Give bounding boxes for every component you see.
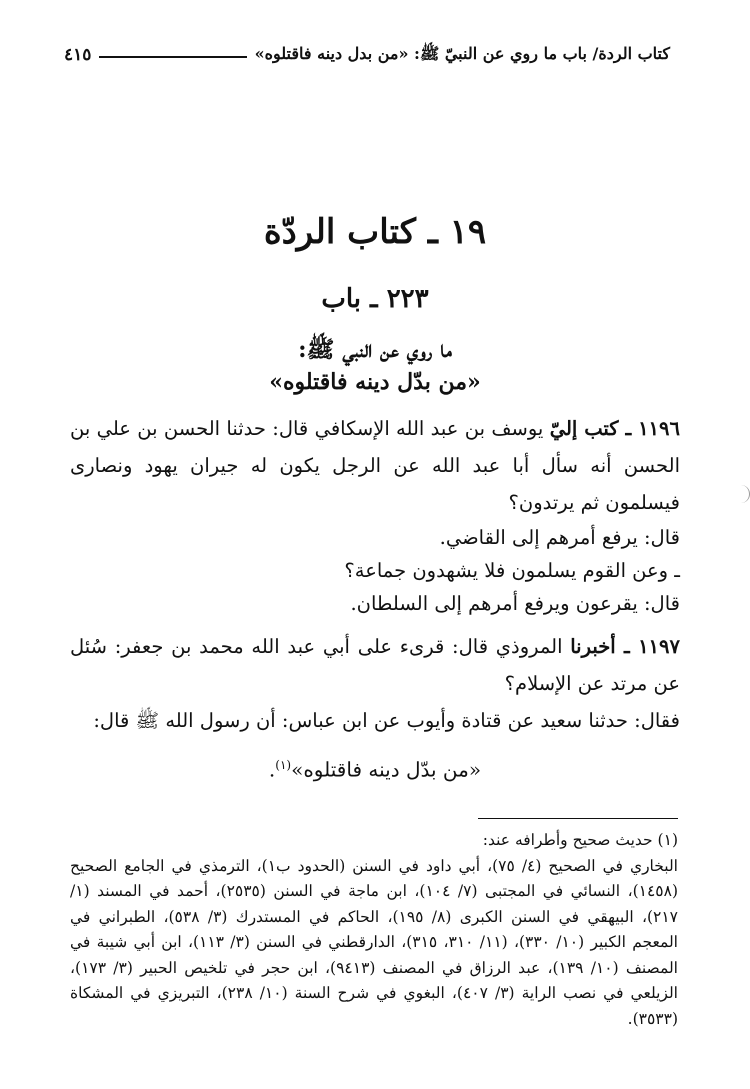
chapter-title: ١٩ ـ كتاب الردّة <box>263 212 487 252</box>
quote-end: . <box>268 757 276 782</box>
hadith-number: ١١٩٦ ـ كتب إليّ <box>549 417 680 440</box>
dialogue-line: ـ وعن القوم يسلمون فلا يشهدون جماعة؟ <box>344 559 680 582</box>
bab-subtitle-1: ما روي عن النبي ﷺ: <box>298 336 452 363</box>
footnotes <box>70 828 678 1032</box>
hadith-text: المروذي قال: قرىء على أبي عبد الله محمد بن جعفر: سُئل عن مرتد عن الإسلام؟ <box>70 635 680 695</box>
dialogue-line: قال: يرفع أمرهم إلى القاضي. <box>439 526 680 549</box>
quote-text: «من بدّل دينه فاقتلوه» <box>291 757 482 782</box>
page-number: ٤١٥ <box>64 45 92 65</box>
hadith-number: ١١٩٧ ـ أخبرنا <box>570 635 680 658</box>
hadith-quote <box>70 745 680 790</box>
margin-mark <box>735 485 750 503</box>
footnote-intro: (١) حديث صحيح وأطرافه عند: <box>482 831 678 849</box>
header-rule <box>99 56 246 58</box>
bab-subtitle-2: «من بدّل دينه فاقتلوه» <box>269 369 481 395</box>
hadith-1197-continuation: فقال: حدثنا سعيد عن قتادة وأيوب عن ابن عباس: أن رسول الله ﷺ قال: <box>93 709 680 732</box>
footnote-ref: (١) <box>275 758 292 772</box>
footnote-text: البخاري في الصحيح (٤/ ٧٥)، أبي داود في السنن (الحدود ب١)، الترمذي في الجامع الصحيح (١٤٥٨)، النسائي في المجتبى (٧/ ١٠٤)، ابن ماجة في السنن (٢٥٣٥)، أحمد في المسند (١/ ٢١٧)، البيهقي في السنن الكبرى (٨/ ١٩٥)، الحاكم في المستدرك (٣/ ٥٣٨)، الطبراني في المعجم الكبير (١٠/ ٣٣٠)، (١١/ ٣١٠، ٣١٥)، الدارقطني في السنن (٣/ ١١٣)، ابن أبي شيبة في المصنف (١٠/ ١٣٩)، عبد الرزاق في المصنف (٩٤١٣)، ابن حجر في تلخيص الحبير (٣/ ١٧٣)، الزيلعي في نصب الراية (٣/ ٤٠٧)، البغوي في شرح السنة (١٠/ ٢٣٨)، التبريزي في المشكاة (٣٥٣٣). <box>70 856 679 1028</box>
dialogue-line: قال: يقرعون ويرفع أمرهم إلى السلطان. <box>350 592 680 615</box>
main-text <box>70 410 680 790</box>
header-title: كتاب الردة/ باب ما روي عن النبيّ ﷺ: «من بدل دينه فاقتلوه» <box>254 43 670 63</box>
hadith-text: يوسف بن عبد الله الإسكافي قال: حدثنا الحسن بن علي بن الحسن أنه سأل أبا عبد الله عن الرجل يكون له جيران يهود ونصارى فيسلمون ثم يرتدون؟ <box>70 417 680 514</box>
hadith-1197 <box>70 628 680 702</box>
bab-title: ٢٢٣ ـ باب <box>321 284 429 314</box>
footnote-rule <box>478 818 678 819</box>
running-header <box>64 40 670 70</box>
hadith-1196 <box>70 410 680 521</box>
